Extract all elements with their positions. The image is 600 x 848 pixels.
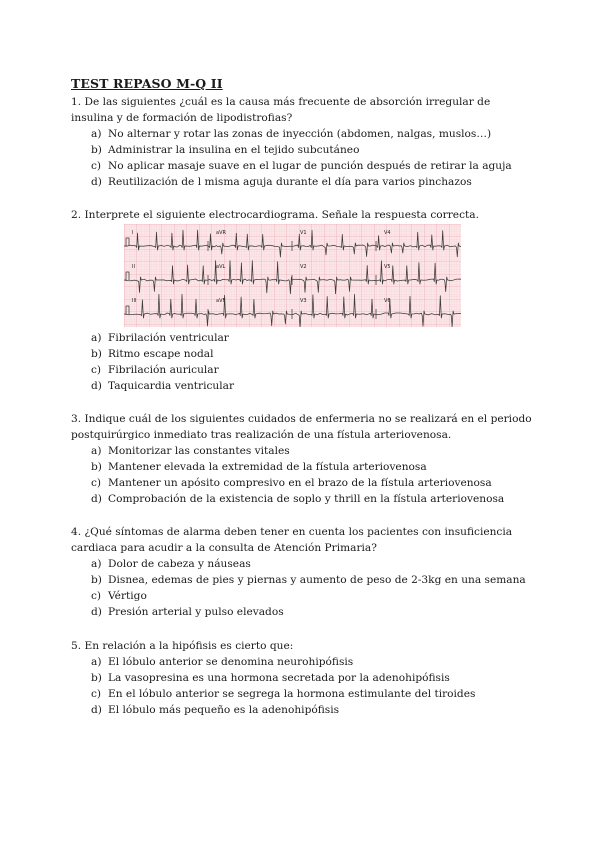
option-text: Taquicardia ventricular [108,380,235,392]
option-letter: a) [91,445,102,457]
option-text: La vasopresina es una hormona secretada por la adenohipófisis [108,672,450,684]
option-letter: b) [91,574,102,586]
question-5-text: 5. En relación a la hipófisis es cierto que: [71,640,294,652]
option-letter: a) [91,332,102,344]
ecg-image [124,224,461,327]
ecg-lead-label: V1 [300,230,307,236]
ecg-lead-label: aVR [216,230,226,236]
option-letter: c) [91,477,102,489]
option-text: No aplicar masaje suave en el lugar de punción después de retirar la aguja [108,160,512,172]
option-item[interactable] [91,654,475,670]
option-item[interactable] [91,475,504,491]
option-letter: c) [91,160,102,172]
option-text: Ritmo escape nodal [108,348,214,360]
option-item[interactable] [91,459,504,475]
ecg-lead-label: III [132,298,137,304]
option-text: Presión arterial y pulso elevados [108,606,284,618]
option-item[interactable] [91,491,504,507]
option-item[interactable] [91,556,526,572]
ecg-lead-label: V6 [384,298,391,304]
option-text: Mantener un apósito compresivo en el brazo de la fístula arteriovenosa [108,477,492,489]
option-item[interactable] [91,362,234,378]
option-letter: d) [91,493,102,505]
question-3-options [91,443,504,507]
option-text: El lóbulo anterior se denomina neurohipófisis [108,656,354,668]
option-item[interactable] [91,158,512,174]
option-text: Disnea, edemas de pies y piernas y aumento de peso de 2-3kg en una semana [108,574,526,586]
option-item[interactable] [91,604,526,620]
page-title: TEST REPASO M-Q II [71,76,223,91]
option-text: Vértigo [108,590,147,602]
option-item[interactable] [91,443,504,459]
option-text: Administrar la insulina en el tejido subcutáneo [108,144,360,156]
option-text: Fibrilación auricular [108,364,219,376]
option-letter: c) [91,688,102,700]
option-letter: b) [91,672,102,684]
option-letter: a) [91,128,102,140]
option-letter: d) [91,704,102,716]
question-5-options [91,654,475,718]
question-4-options [91,556,526,620]
option-item[interactable] [91,174,512,190]
option-letter: a) [91,656,102,668]
option-letter: a) [91,558,102,570]
question-1-text: 1. De las siguientes ¿cuál es la causa más frecuente de absorción irregular de insulina y de formación de lipodistrofias? [71,96,491,124]
option-text: Mantener elevada la extremidad de la fístula arteriovenosa [108,461,427,473]
ecg-lead-label: II [132,264,135,270]
question-2-text: 2. Interprete el siguiente electrocardiograma. Señale la respuesta correcta. [71,209,479,221]
question-4-text: 4. ¿Qué síntomas de alarma deben tener en cuenta los pacientes con insuficiencia cardiaca para acudir a la consulta de Atención Primaria? [71,526,513,554]
option-letter: c) [91,590,102,602]
ecg-lead-label: V3 [300,298,307,304]
option-text: No alternar y rotar las zonas de inyección (abdomen, nalgas, muslos…) [108,128,492,140]
option-text: Fibrilación ventricular [108,332,229,344]
option-letter: c) [91,364,102,376]
option-item[interactable] [91,670,475,686]
option-text: Monitorizar las constantes vitales [108,445,290,457]
option-item[interactable] [91,142,512,158]
option-item[interactable] [91,346,234,362]
option-letter: d) [91,606,102,618]
option-item[interactable] [91,686,475,702]
ecg-lead-label: V5 [384,264,391,270]
option-letter: b) [91,144,102,156]
option-letter: d) [91,176,102,188]
question-1-options [91,126,512,190]
ecg-lead-label: V4 [384,230,391,236]
option-item[interactable] [91,126,512,142]
option-item[interactable] [91,572,526,588]
option-text: En el lóbulo anterior se segrega la hormona estimulante del tiroides [108,688,476,700]
ecg-lead-label: I [132,230,134,236]
option-text: Reutilización de l misma aguja durante el día para varios pinchazos [108,176,472,188]
option-item[interactable] [91,702,475,718]
option-letter: b) [91,461,102,473]
ecg-lead-label: aVL [216,264,226,270]
question-2-options [91,330,234,394]
ecg-lead-label: aVF [216,298,226,304]
option-item[interactable] [91,330,234,346]
option-text: El lóbulo más pequeño es la adenohipófisis [108,704,340,716]
question-3-text: 3. Indique cuál de los siguientes cuidados de enfermeria no se realizará en el periodo postquirúrgico inmediato tras realización de una fístula arteriovenosa. [71,413,532,441]
option-item[interactable] [91,378,234,394]
option-letter: b) [91,348,102,360]
option-item[interactable] [91,588,526,604]
option-text: Dolor de cabeza y náuseas [108,558,251,570]
ecg-lead-label: V2 [300,264,307,270]
option-letter: d) [91,380,102,392]
option-text: Comprobación de la existencia de soplo y thrill en la fístula arteriovenosa [108,493,505,505]
